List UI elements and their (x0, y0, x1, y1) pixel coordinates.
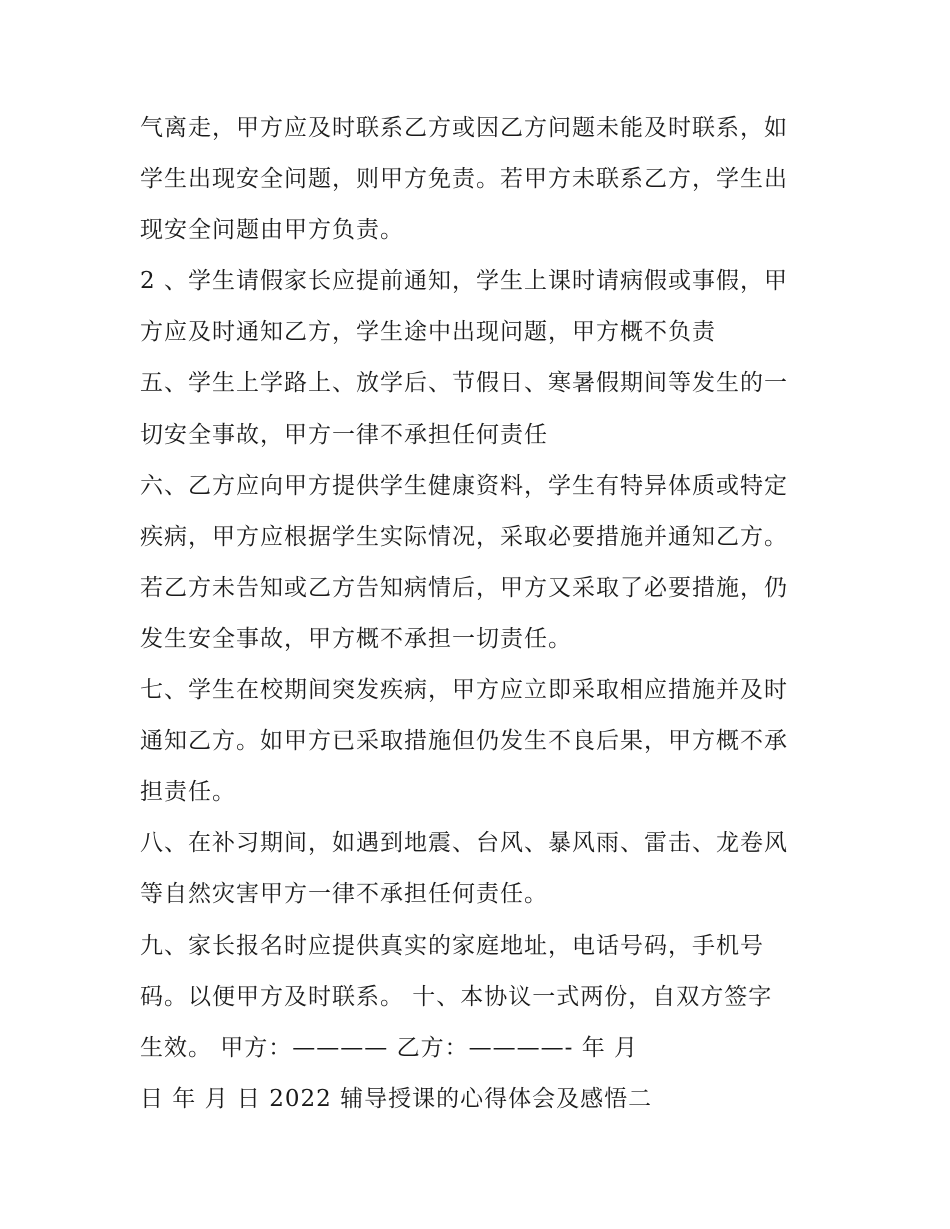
signature-line: 生效。 甲方：———— 乙方：————- 年 月 (140, 1034, 639, 1061)
text-line: 若乙方未告知或乙方告知病情后，甲方又采取了必要措施，仍 (140, 574, 788, 601)
text-line: 九、家长报名时应提供真实的家庭地址，电话号码，手机号 (140, 932, 764, 959)
text-line: 八、在补习期间，如遇到地震、台风、暴风雨、雷击、龙卷风 (140, 830, 788, 857)
text-line: 2 、学生请假家长应提前通知，学生上课时请病假或事假，甲 (140, 268, 788, 295)
text-line: 七、学生在校期间突发疾病，甲方应立即采取相应措施并及时 (140, 677, 788, 704)
text-line: 学生出现安全问题，则甲方免责。若甲方未联系乙方，学生出 (140, 166, 788, 193)
text-line: 五、学生上学路上、放学后、节假日、寒暑假期间等发生的一 (140, 370, 788, 397)
text-line: 现安全问题由甲方负责。 (140, 217, 404, 244)
text-line: 担责任。 (140, 779, 236, 806)
text-line: 发生安全事故，甲方概不承担一切责任。 (140, 625, 572, 652)
text-line: 码。以便甲方及时联系。 十、本协议一式两份，自双方签字 (140, 983, 773, 1010)
text-line: 六、乙方应向甲方提供学生健康资料，学生有特异体质或特定 (140, 472, 788, 499)
text-line: 气离走，甲方应及时联系乙方或因乙方问题未能及时联系，如 (140, 115, 788, 141)
text-line: 等自然灾害甲方一律不承担任何责任。 (140, 881, 548, 908)
text-line: 方应及时通知乙方，学生途中出现问题，甲方概不负责 (140, 319, 716, 346)
text-line: 疾病，甲方应根据学生实际情况，采取必要措施并通知乙方。 (140, 523, 788, 550)
text-line: 日 年 月 日 2022 辅导授课的心得体会及感悟二 (140, 1085, 653, 1112)
text-line: 通知乙方。如甲方已采取措施但仍发生不良后果，甲方概不承 (140, 728, 788, 755)
document-body (140, 103, 830, 1125)
text-line: 切安全事故，甲方一律不承担任何责任 (140, 421, 548, 448)
